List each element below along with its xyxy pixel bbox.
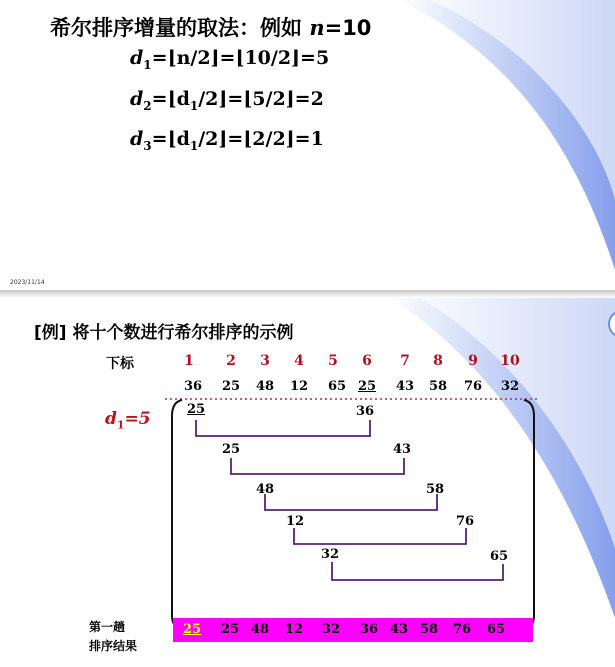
result-5: 32 (321, 622, 341, 637)
pair-1-left: 25 (186, 402, 206, 417)
slide-date: 2023/11/14 (10, 279, 45, 286)
index-2: 2 (226, 353, 236, 369)
index-6: 6 (362, 353, 372, 369)
example-title: [例] 将十个数进行希尔排序的示例 (34, 323, 294, 343)
pair-4-right: 76 (455, 514, 475, 529)
index-8: 8 (433, 353, 443, 369)
value-9: 76 (463, 379, 483, 394)
result-9: 76 (452, 622, 472, 637)
left-bracket (172, 400, 182, 628)
shell-increment-title: 希尔排序增量的取法：例如 n=10 (50, 15, 372, 40)
value-7: 43 (395, 379, 415, 394)
value-4: 12 (289, 379, 309, 394)
result-label-line2: 排序结果 (89, 639, 138, 653)
result-label-line1: 第一趟 (89, 620, 126, 634)
slide-1 (0, 0, 615, 290)
slide-2 (0, 298, 615, 667)
result-8: 58 (419, 622, 439, 637)
result-3: 48 (250, 622, 270, 637)
grouping-diagram (0, 298, 615, 667)
result-6: 36 (359, 622, 379, 637)
value-6: 25 (357, 379, 377, 394)
formula-d3: $d_3=⌊d_1/2⌋=⌊2/2⌋=1$ (130, 128, 324, 153)
pair-3-right: 58 (425, 482, 445, 497)
pair-3-left: 48 (255, 482, 275, 497)
value-1: 36 (183, 379, 203, 394)
formula-d2: $d_2=⌊d_1/2⌋=⌊5/2⌋=2$ (130, 88, 324, 113)
value-8: 58 (428, 379, 448, 394)
pair-connector-1 (196, 420, 370, 436)
pair-connector-4 (294, 528, 466, 544)
index-1: 1 (184, 353, 194, 369)
index-3: 3 (260, 353, 270, 369)
pair-1-right: 36 (355, 404, 375, 419)
pair-connector-2 (231, 458, 404, 474)
result-1: 25 (182, 622, 202, 637)
result-2: 25 (220, 622, 240, 637)
pair-4-left: 12 (285, 514, 305, 529)
index-9: 9 (468, 353, 478, 369)
step-label-d1: $d_1=5$ (105, 409, 151, 432)
value-3: 48 (255, 379, 275, 394)
pair-connector-3 (265, 494, 437, 510)
right-bracket (524, 400, 534, 628)
index-label: 下标 (106, 356, 134, 372)
formula-d1: $d_1=⌊n/2⌋=⌊10/2⌋=5$ (130, 47, 330, 72)
value-5: 65 (327, 379, 347, 394)
value-10: 32 (500, 379, 520, 394)
value-2: 25 (221, 379, 241, 394)
index-10: 10 (500, 353, 520, 369)
result-4: 12 (284, 622, 304, 637)
pair-connector-5 (332, 562, 503, 580)
pair-2-left: 25 (221, 442, 241, 457)
result-7: 43 (389, 622, 409, 637)
pair-5-right: 65 (489, 549, 509, 564)
pair-5-left: 32 (320, 547, 340, 562)
index-4: 4 (294, 353, 304, 369)
index-7: 7 (400, 353, 410, 369)
slide-divider (0, 290, 615, 298)
index-5: 5 (328, 353, 338, 369)
result-10: 65 (486, 622, 506, 637)
pair-2-right: 43 (392, 442, 412, 457)
